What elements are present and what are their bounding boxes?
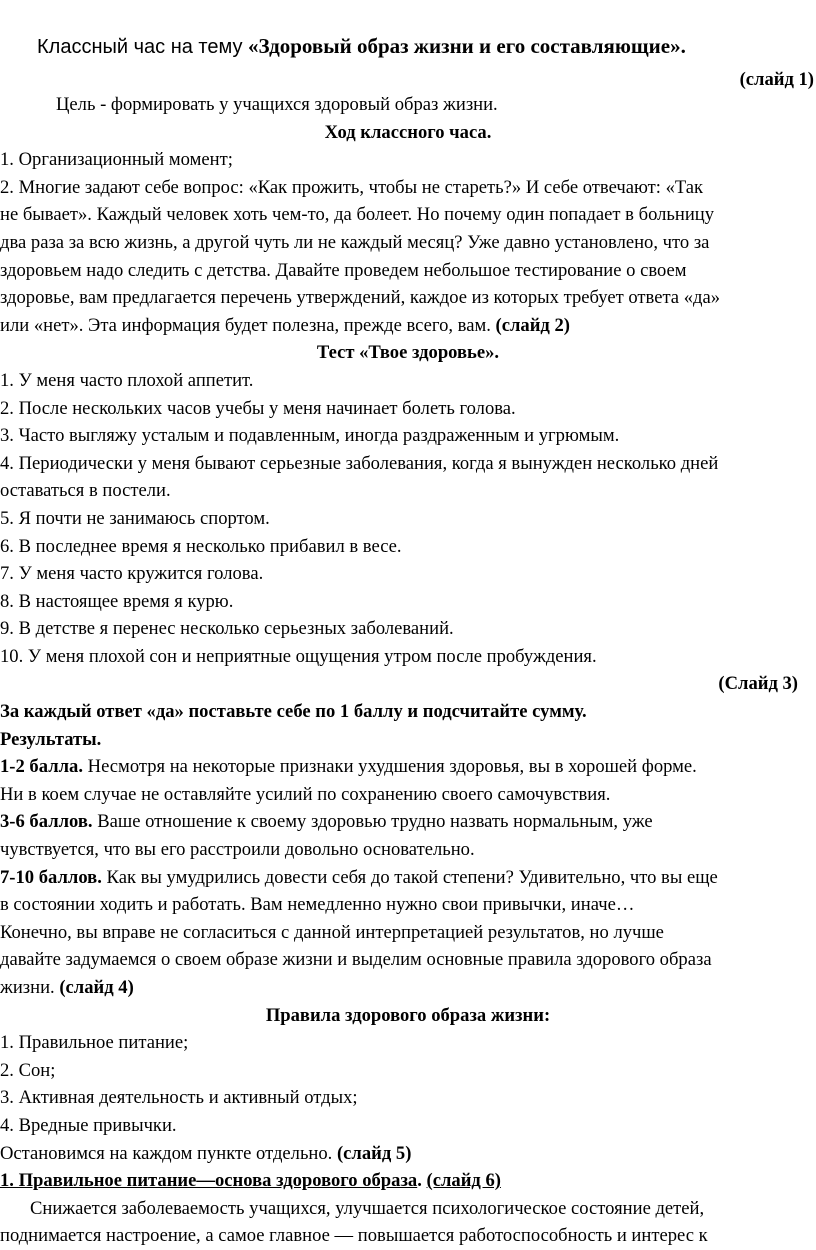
- rule-item: 4. Вредные привычки.: [0, 1114, 177, 1136]
- rule-item: 1. Правильное питание;: [0, 1032, 189, 1054]
- stop-text: Остановимся на каждом пункте отдельно.: [0, 1142, 337, 1164]
- test-item: 2. После нескольких часов учебы у меня начинает болеть голова.: [0, 397, 516, 419]
- slide-4-label: (слайд 4): [59, 977, 134, 998]
- slide-6-label: (слайд 6): [426, 1170, 501, 1192]
- result-3: [0, 864, 816, 892]
- section-1-body-line: Снижается заболеваемость учащихся, улучшается психологическое состояние детей,: [30, 1197, 705, 1219]
- result-3-text: Как вы умудрились довести себя до такой степени? Удивительно, что вы еще: [101, 866, 718, 888]
- title-topic: «Здоровый образ жизни и его составляющие».: [248, 34, 686, 58]
- test-item: оставаться в постели.: [0, 480, 171, 502]
- step-2-line: не бывает». Каждый человек хоть чем-то, да болеет. Но почему один попадает в больницу: [0, 204, 715, 226]
- step-2-line: здоровьем надо следить с детства. Давайте проведем небольшое тестирование о своем: [0, 259, 687, 281]
- test-item: 8. В настоящее время я курю.: [0, 590, 234, 612]
- test-item: 3. Часто выгляжу усталым и подавленным, иногда раздраженным и угрюмым.: [0, 425, 620, 447]
- test-item: 4. Периодически у меня бывают серьезные заболевания, когда я вынужден несколько дней: [0, 452, 719, 474]
- slide-3-label: (Слайд 3): [718, 673, 798, 695]
- result-1-cont: Ни в коем случае не оставляйте усилий по сохранению своего самочувствия.: [0, 783, 611, 805]
- rule-item: 3. Активная деятельность и активный отдых;: [0, 1087, 358, 1109]
- step-2-line: 2. Многие задают себе вопрос: «Как прожить, чтобы не стареть?» И себе отвечают: «Так: [0, 176, 704, 198]
- test-item: 6. В последнее время я несколько прибавил в весе.: [0, 535, 402, 557]
- section-1-body-line: поднимается настроение, а самое главное — повышается работоспособность и интерес к: [0, 1225, 708, 1247]
- section-1-dot: .: [417, 1170, 427, 1192]
- step-2-last-text: или «нет». Эта информация будет полезна, прежде всего, вам.: [0, 314, 496, 336]
- title-prefix: Классный час на тему: [37, 36, 249, 58]
- results-heading: Результаты.: [0, 728, 102, 750]
- result-1: [0, 753, 816, 781]
- slide-2-label: (слайд 2): [495, 314, 570, 336]
- document-title: [37, 33, 686, 62]
- test-item: 7. У меня часто кружится голова.: [0, 563, 264, 585]
- section-1-heading: [0, 1167, 816, 1195]
- test-item: 5. Я почти не занимаюсь спортом.: [0, 507, 270, 529]
- step-2-line: два раза за всю жизнь, а другой чуть ли не каждый месяц? Уже давно установлено, что за: [0, 231, 710, 253]
- rule-item: 2. Сон;: [0, 1059, 56, 1081]
- step-2-line: здоровье, вам предлагается перечень утверждений, каждое из которых требует ответа «да»: [0, 287, 721, 309]
- conclusion-last: [0, 974, 816, 1002]
- step-2-line-last: [0, 312, 816, 340]
- conclusion-last-text: жизни.: [0, 977, 60, 998]
- result-2-cont: чувствуется, что вы его расстроили довольно основательно.: [0, 839, 475, 861]
- conclusion-line: Конечно, вы вправе не согласиться с данной интерпретацией результатов, но лучше: [0, 921, 664, 943]
- step-1: 1. Организационный момент;: [0, 149, 233, 171]
- result-3-cont: в состоянии ходить и работать. Вам немедленно нужно свои привычки, иначе…: [0, 894, 635, 916]
- slide-5-label: (слайд 5): [336, 1142, 412, 1164]
- stop-line: [0, 1140, 816, 1168]
- result-2-label: 3-6 баллов.: [0, 811, 93, 833]
- test-item: 10. У меня плохой сон и неприятные ощущения утром после пробуждения.: [0, 645, 597, 667]
- rules-heading: Правила здорового образа жизни:: [265, 1004, 551, 1026]
- test-heading: Тест «Твое здоровье».: [316, 342, 500, 364]
- result-3-label: 7-10 баллов.: [0, 866, 102, 888]
- slide-1-label: (слайд 1): [739, 69, 814, 90]
- heading-progress: Ход классного часа.: [324, 121, 492, 143]
- result-1-text: Несмотря на некоторые признаки ухудшения здоровья, вы в хорошей форме.: [83, 756, 697, 778]
- score-instruction: За каждый ответ «да» поставьте себе по 1 баллу и подсчитайте сумму.: [0, 701, 587, 723]
- conclusion-line: давайте задумаемся о своем образе жизни и выделим основные правила здорового образа: [0, 949, 712, 971]
- goal-text: Цель - формировать у учащихся здоровый образ жизни.: [56, 94, 498, 115]
- result-1-label: 1-2 балла.: [0, 756, 84, 778]
- result-2-text: Ваше отношение к своему здоровью трудно назвать нормальным, уже: [92, 811, 653, 833]
- result-2: [0, 808, 816, 836]
- section-1-title: 1. Правильное питание—основа здорового образа: [0, 1170, 418, 1192]
- test-item: 1. У меня часто плохой аппетит.: [0, 369, 254, 391]
- test-item: 9. В детстве я перенес несколько серьезных заболеваний.: [0, 618, 454, 640]
